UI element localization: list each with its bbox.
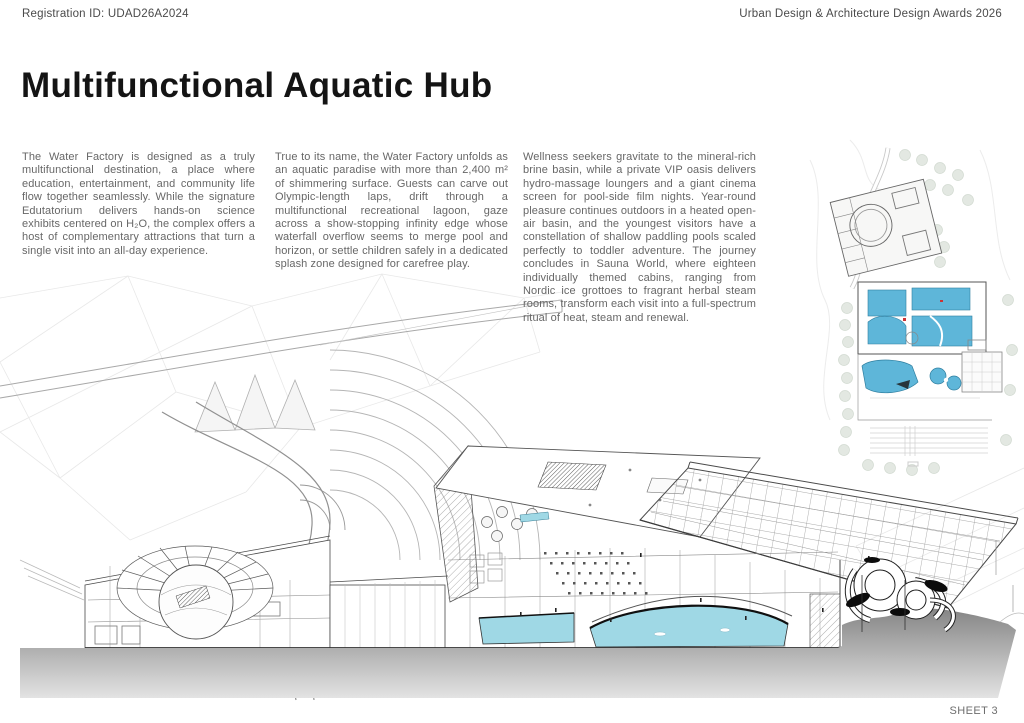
registration-id: Registration ID: UDAD26A2024	[22, 8, 189, 20]
pleated-roof	[195, 375, 315, 432]
right-faint-structures	[996, 540, 1024, 622]
skylight-lattice	[538, 462, 606, 490]
sheet-number: SHEET 3	[949, 705, 998, 717]
rooftop-pool	[520, 512, 549, 522]
sphere-theater	[159, 565, 233, 639]
header-bar	[22, 8, 1002, 20]
connector-wing	[330, 576, 448, 648]
page-title: Multifunctional Aquatic Hub	[21, 66, 493, 105]
paddling-pool	[947, 376, 961, 390]
site-pool-hall	[858, 282, 986, 354]
site-parking	[870, 426, 988, 466]
intro-paragraph: The Water Factory is designed as a truly multifunctional destination, a place where education, entertainment, and community life flow together seamlessly. While the signature Edutatorium delivers hands-on science exhibits centered on H₂O, the complex offers a host of complementary attractions that turn a single visit into an all-day experience.	[22, 151, 255, 257]
site-outdoor-pools	[862, 360, 961, 393]
site-plan	[810, 140, 1018, 476]
award-title: Urban Design & Architecture Design Awards 2026	[739, 8, 1002, 20]
indoor-pools	[479, 606, 788, 647]
aquatics-paragraph: True to its name, the Water Factory unfolds as an aquatic paradise with more than 2,400 m² of shimmering surface. Guests can carve out Olympic-length laps, drift through a multifunctional recreational lagoon, gaze across a show-stopping infinity edge whose waterfall overflow seems to merge pool and horizon, or settle children safely in a dedicated splash zone designed for carefree play.	[275, 151, 508, 271]
paddling-pool	[930, 368, 946, 384]
site-indoor-pools	[868, 288, 972, 346]
roof-band	[0, 300, 562, 398]
grid-roof	[640, 468, 1016, 608]
open-air-basin	[862, 360, 918, 393]
wellness-paragraph: Wellness seekers gravitate to the mineral-rich brine basin, while a private VIP oasis delivers hydro-massage loungers and a giant cinema screen for pool-side film nights. Year-round pleasure continues outdoors in a heated open-air basin, and the youngest visitors have a constellation of shallow paddling pools scaled perfectly to toddler adventure. The journey concludes in Sauna World, where eighteen individually themed cabins, ranging from Nordic ice grottoes to fragrant herbal steam rooms, transform each visit into a full-spectrum ritual of heat, steam and renewal.	[523, 151, 756, 324]
site-upper-building	[830, 179, 942, 276]
